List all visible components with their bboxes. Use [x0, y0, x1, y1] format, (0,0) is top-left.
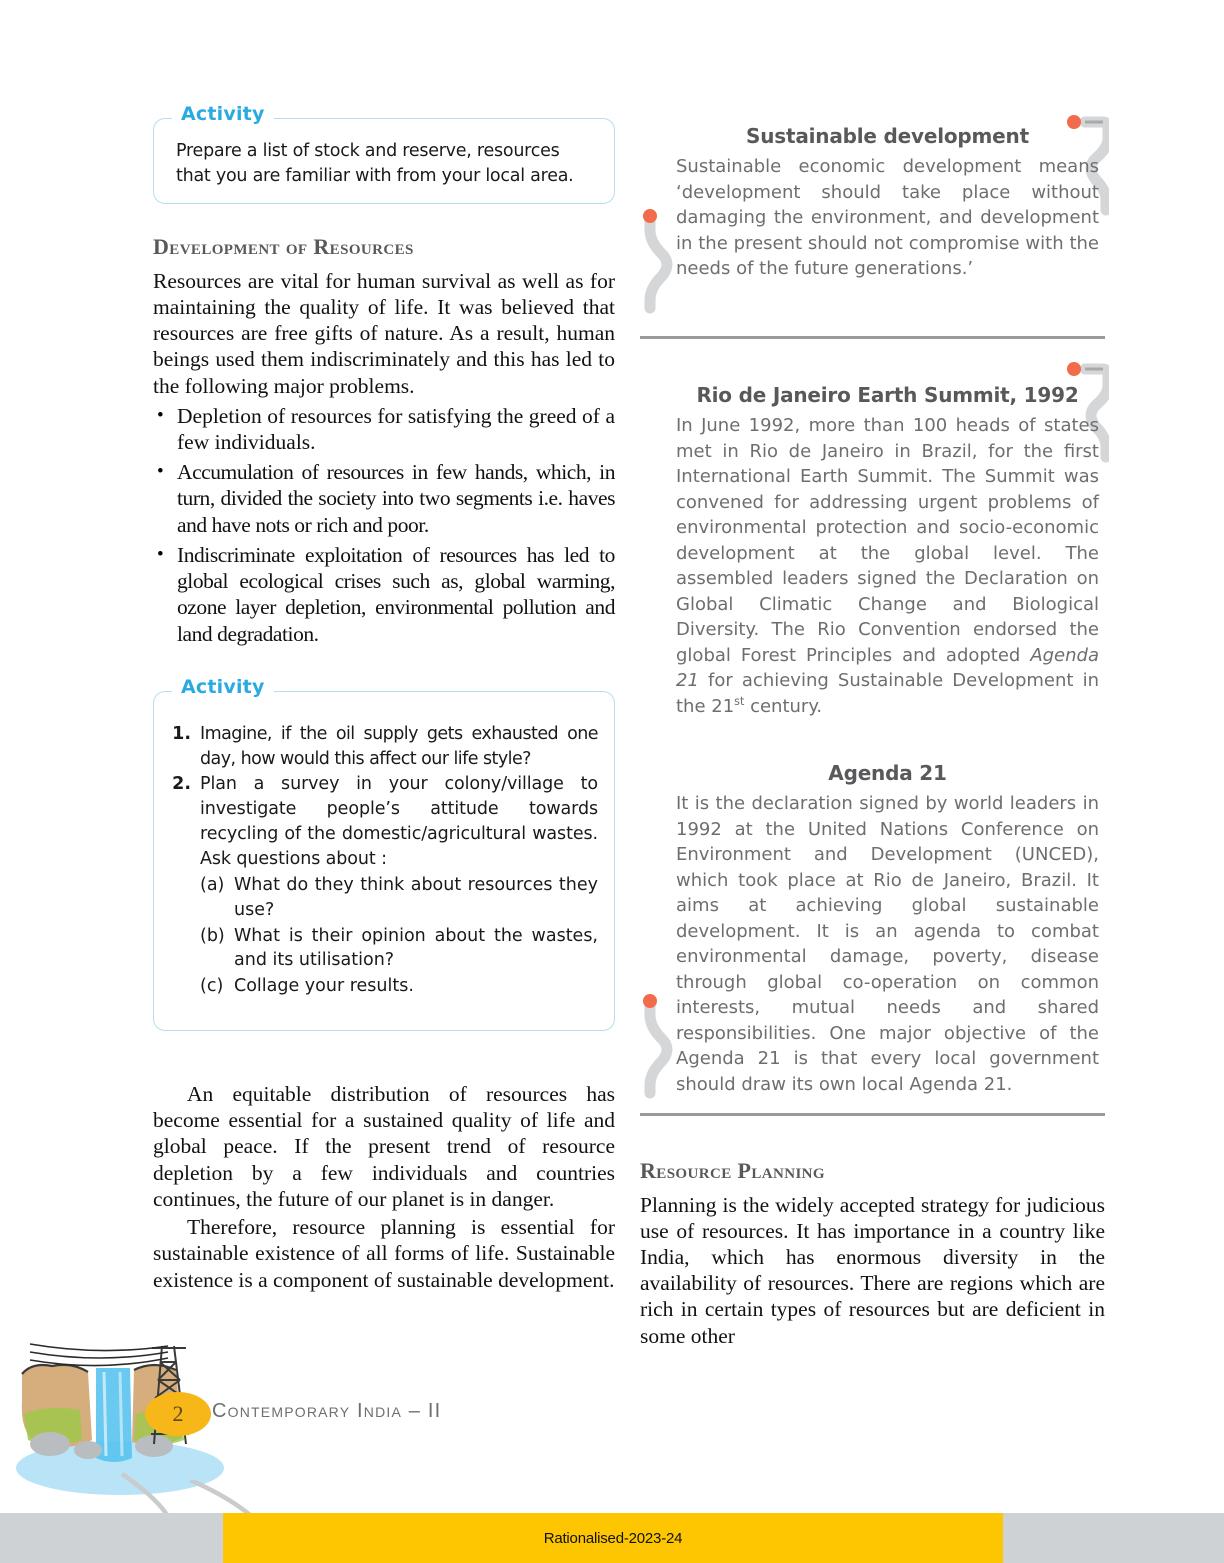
footer-book-title: Contemporary India – II [212, 1400, 442, 1422]
card-title: Sustainable development [746, 124, 1029, 148]
card-baseline-rule [640, 336, 1105, 339]
problems-bullet-list [153, 403, 615, 647]
scroll-clip-bottom-left-icon [632, 208, 678, 320]
activity-2-numbered-list [170, 722, 598, 872]
bullet-text: Indiscriminate exploitation of resources has led to global ecological crises such as, global warming, ozone layer depletion, environmental pollution and land degradation. [177, 542, 615, 646]
card-baseline-rule [640, 1113, 1105, 1116]
activity-2-sub-list [170, 873, 598, 999]
scroll-clip-bottom-left-icon [632, 993, 678, 1105]
paragraph-equitable-distribution: An equitable distribution of resources has become essential for a sustained quality of life and global peace. If the present trend of resource depletion by a few individuals and countries continues, the future of our planet is in danger. [153, 1082, 615, 1211]
card-title: Rio de Janeiro Earth Summit, 1992 [696, 383, 1079, 407]
list-item [153, 403, 615, 455]
page-number-badge [145, 1392, 211, 1436]
card-text-part-1: In June 1992, more than 100 heads of states met in Rio de Janeiro in Brazil, for the first International Earth Summit. The Summit was convened for addressing urgent problems of environmental protection and socio-economic development at the global level. The assembled leaders signed the Declaration on Global Climatic Change and Biological Diversity. The Rio Convention endorsed the global Forest Principles and adopted [676, 415, 1099, 666]
bullet-icon: • [157, 461, 164, 483]
card-text-part-2: for achieving Sustainable Development in the 21 [676, 670, 1099, 718]
card-text [676, 413, 1099, 720]
card-agenda-21 [640, 755, 1105, 1112]
list-item [200, 924, 598, 974]
card-text-part-3: century. [744, 696, 823, 718]
card-text: It is the declaration signed by world leaders in 1992 at the United Nations Conference on Environment and Development (UNCED), which took place at Rio de Janeiro, Brazil. It aims at achieving global sustainable development. It is an agenda to combat environmental damage, poverty, disease through global co-operation on common interests, mutual needs and shared responsibilities. One major objective of the Agenda 21 is that every local government should draw its own local Agenda 21. [676, 793, 1099, 1096]
card-content [676, 377, 1105, 734]
card-rio-earth-summit [640, 377, 1105, 737]
bullet-text: Depletion of resources for satisfying the greed of a few individuals. [177, 403, 615, 454]
page-number: 2 [172, 1401, 184, 1426]
list-marker: (b) [200, 925, 225, 946]
list-marker: (c) [200, 976, 224, 997]
paragraph-therefore-resource-planning: Therefore, resource planning is essential for sustainable existence of all forms of life. Sustainable existence is a component of sustainable development. [153, 1215, 615, 1292]
card-content [676, 118, 1105, 296]
card-text: Sustainable economic development means ‘development should take place without damaging the environment, and development in the present should not compromise with the needs of the future generations.’ [676, 156, 1099, 280]
bullet-icon: • [157, 543, 164, 565]
list-item [170, 772, 598, 871]
list-text: Collage your results. [234, 976, 414, 997]
list-item [153, 542, 615, 647]
card-sustainable-development [640, 118, 1105, 333]
list-text: What is their opinion about the wastes, and its utilisation? [234, 925, 598, 971]
list-marker: 2. [172, 774, 191, 795]
paragraph-planning-strategy: Planning is the widely accepted strategy for judicious use of resources. It has importance in a country like India, which has enormous diversity in the availability of resources. There are regions which are rich in certain types of resources but are deficient in some other [640, 1192, 1105, 1348]
list-text: What do they think about resources they use? [234, 874, 598, 920]
bullet-icon: • [157, 404, 164, 426]
bullet-text: Accumulation of resources in few hands, which, in turn, divided the society into two segments i.e. haves and have nots or rich and poor. [177, 460, 615, 537]
list-marker: 1. [172, 723, 191, 744]
activity-box-2 [153, 675, 615, 1031]
list-item [170, 722, 598, 772]
card-content [676, 755, 1105, 1112]
card-text-italic-agenda: Agenda 21 [676, 644, 1099, 692]
heading-resource-planning: Resource Planning [640, 1157, 825, 1183]
activity-box-1 [153, 103, 615, 204]
list-item [200, 873, 598, 923]
activity-1-text: Prepare a list of stock and reserve, resources that you are familiar with from your local area. [176, 141, 574, 186]
card-text-superscript: st [734, 695, 745, 709]
left-column [153, 103, 615, 1295]
activity-label: Activity [172, 678, 274, 697]
card-title: Agenda 21 [828, 761, 947, 785]
list-marker: (a) [200, 874, 225, 895]
rationalised-banner-text: Rationalised-2023-24 [543, 1529, 683, 1547]
rationalised-banner [223, 1513, 1003, 1563]
bottom-banner-bar [0, 1513, 1224, 1563]
list-text: Imagine, if the oil supply gets exhausted one day, how would this affect our life style? [200, 723, 598, 769]
right-column [640, 118, 1105, 1351]
activity-2-body [170, 722, 598, 999]
activity-label: Activity [172, 105, 274, 124]
list-text: Plan a survey in your colony/village to investigate people’s attitude towards recycling of the domestic/agricultural wastes. Ask questions about : [200, 774, 598, 869]
list-item [153, 459, 615, 538]
heading-development-of-resources: Development of Resources [153, 233, 414, 259]
paragraph-resources-vital: Resources are vital for human survival as well as for maintaining the quality of life. It was believed that resources are free gifts of nature. As a result, human beings used them indiscriminately and this has led to the following major problems. [153, 268, 615, 398]
list-item [200, 974, 598, 999]
